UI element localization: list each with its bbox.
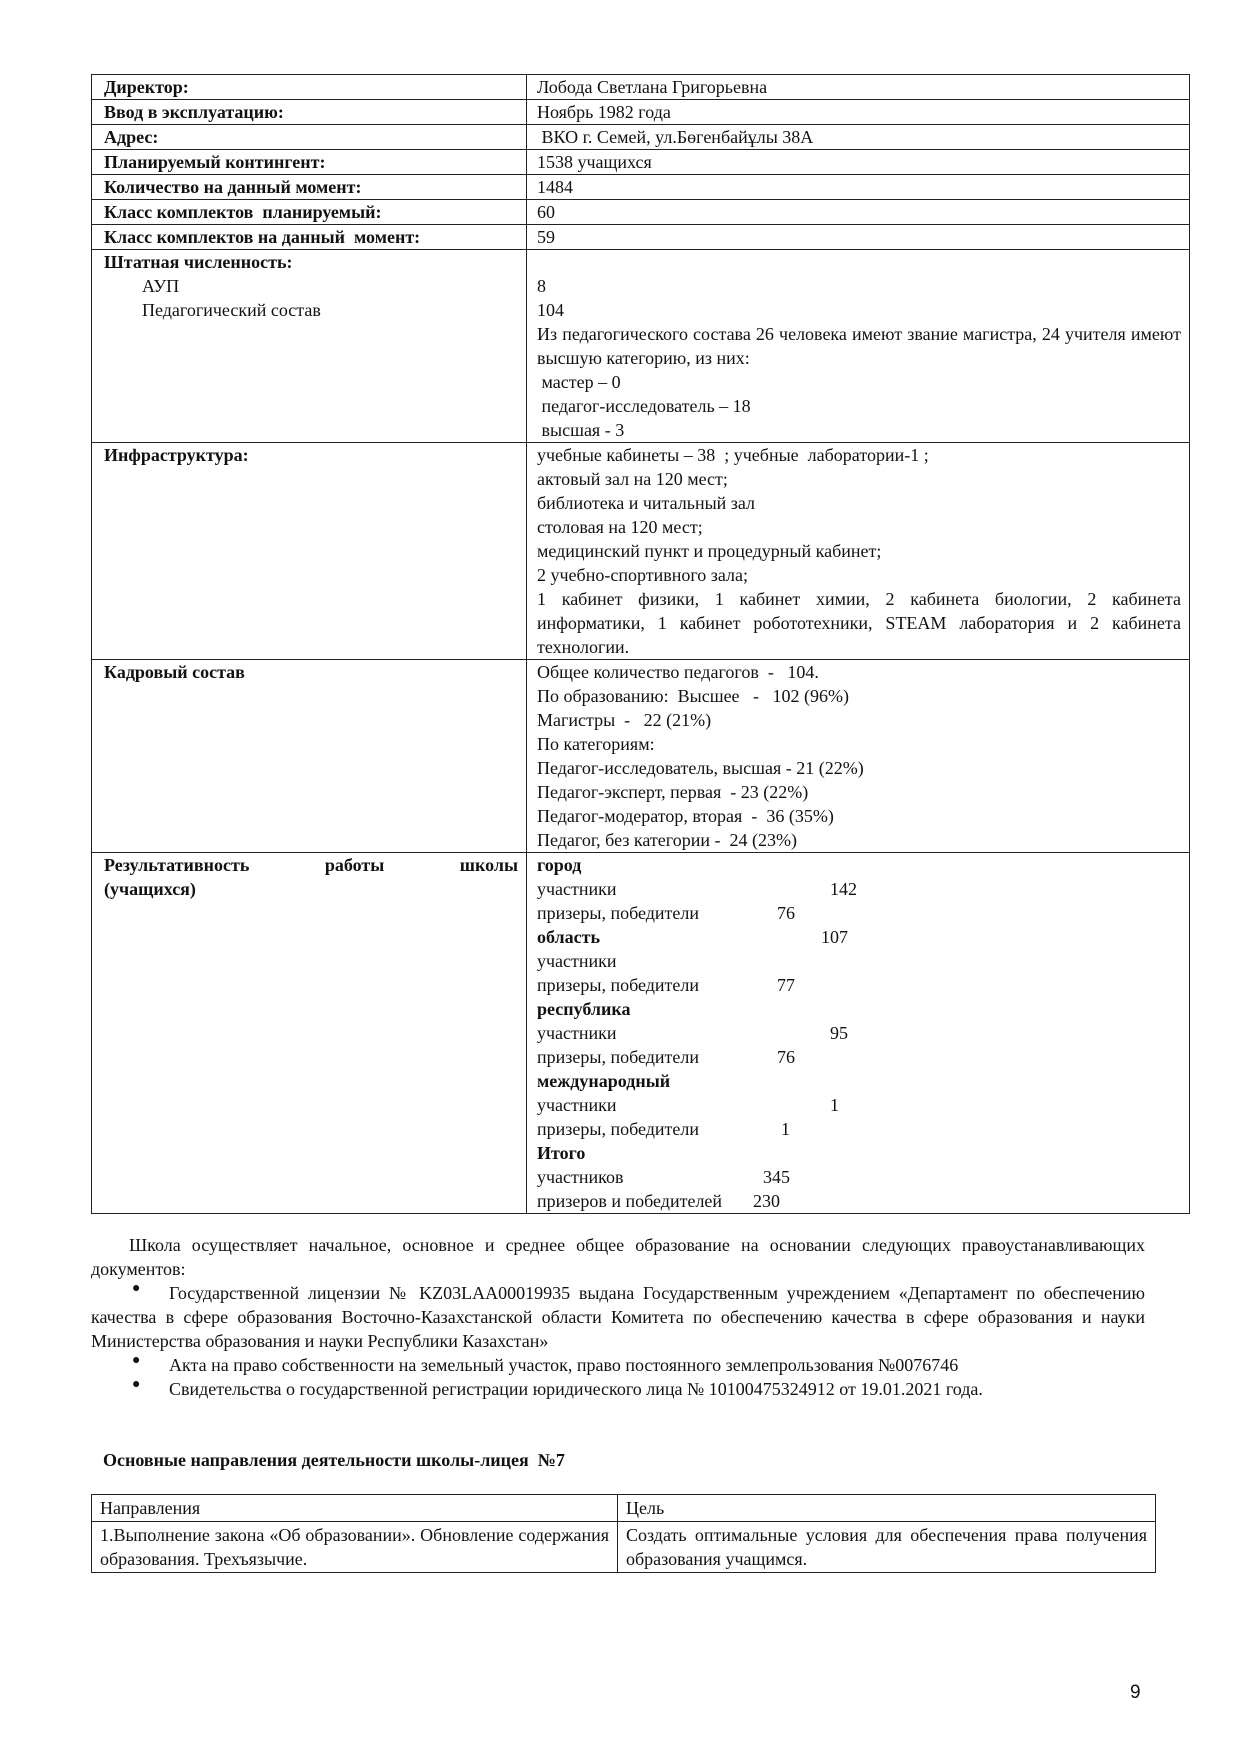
results-number: 1 <box>830 1095 839 1115</box>
info-row-personnel <box>92 660 1190 853</box>
staff-master: мастер – 0 <box>537 372 621 392</box>
results-value-cell <box>527 853 1190 1214</box>
personnel-label: Кадровый состав <box>92 660 527 853</box>
info-row-current-classes <box>92 225 1190 250</box>
school-info-table <box>91 74 1190 1214</box>
staff-researcher: педагог-исследователь – 18 <box>537 396 751 416</box>
results-label-word: школы <box>459 855 518 875</box>
staff-label-cell <box>92 250 527 443</box>
infrastructure-label: Инфраструктура: <box>92 443 527 660</box>
info-value: ВКО г. Семей, ул.Бөгенбайұлы 38А <box>527 125 1190 150</box>
staff-description: Из педагогического состава 26 человека имеют звание магистра, 24 учителя имеют высшую категорию, из них: <box>537 324 1181 368</box>
results-label-word: работы <box>324 855 385 875</box>
page-number: 9 <box>1130 1682 1141 1703</box>
directions-cell: Создать оптимальные условия для обеспечения права получения образования учащимся. <box>618 1522 1156 1573</box>
results-number: 230 <box>753 1191 780 1211</box>
info-value: 1484 <box>527 175 1190 200</box>
results-label: участники <box>537 1095 617 1115</box>
infrastructure-line: медицинский пункт и процедурный кабинет; <box>537 541 882 561</box>
info-label: Ввод в эксплуатацию: <box>92 100 527 125</box>
results-label: участники <box>537 879 617 899</box>
results-city: город <box>537 855 582 875</box>
results-number: 1 <box>781 1119 790 1139</box>
infrastructure-line: библиотека и читальный зал <box>537 493 756 513</box>
info-row-staff <box>92 250 1190 443</box>
directions-cell: 1.Выполнение закона «Об образовании». Обновление содержания образования. Трехъязычие. <box>92 1522 618 1573</box>
info-row-planned-contingent <box>92 150 1190 175</box>
results-number: 76 <box>777 1047 795 1067</box>
bullet-paragraph-license: Государственной лицензии № KZ03LAA00019935 выдана Государственным учреждением «Департамент по обеспечению качества в сфере образования Восточно-Казахстанской области Комитета по обеспечению качества в сфере образования и науки Министерства образования и науки Республики Казахстан» <box>91 1283 1145 1351</box>
infrastructure-line: актовый зал на 120 мест; <box>537 469 728 489</box>
bullet-icon: ● <box>132 1281 141 1296</box>
personnel-line: Педагог-эксперт, первая - 23 (22%) <box>537 782 809 802</box>
personnel-line: Педагог-модератор, вторая - 36 (35%) <box>537 806 834 826</box>
info-value: 1538 учащихся <box>527 150 1190 175</box>
info-label: Адрес: <box>92 125 527 150</box>
results-label: призеры, победители <box>537 1119 700 1139</box>
personnel-line: По образованию: Высшее - 102 (96%) <box>537 686 850 706</box>
staff-spacer <box>537 250 1181 274</box>
results-label: призеры, победители <box>537 903 700 923</box>
info-label: Директор: <box>92 75 527 100</box>
bullet-icon: ● <box>132 1353 141 1368</box>
infrastructure-cabinets: 1 кабинет физики, 1 кабинет химии, 2 кабинета биологии, 2 кабинета информатики, 1 кабинет робототехники, STEAM лаборатория и 2 кабинета технологии. <box>537 589 1181 657</box>
info-row-results <box>92 853 1190 1214</box>
results-label: участников <box>537 1167 624 1187</box>
info-row-commissioning <box>92 100 1190 125</box>
personnel-line: По категориям: <box>537 734 655 754</box>
personnel-value-cell <box>527 660 1190 853</box>
directions-col-header: Направления <box>92 1495 618 1522</box>
staff-ped-value: 104 <box>537 300 564 320</box>
info-label: Планируемый контингент: <box>92 150 527 175</box>
results-label-line2: (учащихся) <box>104 879 196 899</box>
intro-paragraph: Школа осуществляет начальное, основное и среднее общее образование на основании следующих правоустанавливающих документов: <box>91 1235 1145 1279</box>
info-value: Лобода Светлана Григорьевна <box>527 75 1190 100</box>
directions-header-row <box>92 1495 1156 1522</box>
personnel-line: Педагог-исследователь, высшая - 21 (22%) <box>537 758 864 778</box>
results-number: 76 <box>777 903 795 923</box>
results-label: участники <box>537 951 617 971</box>
results-number: 95 <box>830 1023 848 1043</box>
staff-value-cell <box>527 250 1190 443</box>
personnel-line: Педагог, без категории - 24 (23%) <box>537 830 797 850</box>
infrastructure-value-cell <box>527 443 1190 660</box>
staff-aup-value: 8 <box>537 276 546 296</box>
results-number: 107 <box>821 927 848 947</box>
results-republic: республика <box>537 999 631 1019</box>
results-label: призеры, победители <box>537 975 700 995</box>
directions-row <box>92 1522 1156 1573</box>
info-row-current-count <box>92 175 1190 200</box>
staff-ped-label: Педагогический состав <box>142 300 321 320</box>
results-number: 345 <box>763 1167 790 1187</box>
personnel-line: Общее количество педагогов - 104. <box>537 662 819 682</box>
bullet-paragraph-land-act: Акта на право собственности на земельный участок, право постоянного землепрользования №0076746 <box>169 1355 959 1375</box>
results-total: Итого <box>537 1143 586 1163</box>
results-label: призеры, победители <box>537 1047 700 1067</box>
bullet-icon: ● <box>132 1377 141 1392</box>
bullet-paragraph-registration: Свидетельства о государственной регистрации юридического лица № 10100475324912 от 19.01.2021 года. <box>169 1379 983 1399</box>
info-row-address <box>92 125 1190 150</box>
infrastructure-line: 2 учебно-спортивного зала; <box>537 565 749 585</box>
infrastructure-line: учебные кабинеты – 38 ; учебные лаборатории-1 ; <box>537 445 929 465</box>
results-number: 142 <box>830 879 857 899</box>
results-label: призеров и победителей <box>537 1191 723 1211</box>
directions-heading: Основные направления деятельности школы-лицея №7 <box>103 1450 565 1470</box>
directions-col-header: Цель <box>618 1495 1156 1522</box>
staff-highest: высшая - 3 <box>537 420 625 440</box>
results-label-line1 <box>104 853 518 877</box>
staff-label: Штатная численность: <box>104 252 293 272</box>
personnel-line: Магистры - 22 (21%) <box>537 710 712 730</box>
info-row-planned-classes <box>92 200 1190 225</box>
info-label: Класс комплектов планируемый: <box>92 200 527 225</box>
results-region: область <box>537 927 600 947</box>
staff-aup-label: АУП <box>142 276 180 296</box>
results-international: международный <box>537 1071 671 1091</box>
results-label: участники <box>537 1023 617 1043</box>
directions-table <box>91 1494 1156 1573</box>
results-label-cell <box>92 853 527 1214</box>
info-value: Ноябрь 1982 года <box>527 100 1190 125</box>
info-label: Класс комплектов на данный момент: <box>92 225 527 250</box>
results-number: 77 <box>777 975 795 995</box>
info-row-infrastructure <box>92 443 1190 660</box>
info-value: 60 <box>527 200 1190 225</box>
info-value: 59 <box>527 225 1190 250</box>
results-label-word: Результативность <box>104 855 250 875</box>
infrastructure-line: столовая на 120 мест; <box>537 517 703 537</box>
info-label: Количество на данный момент: <box>92 175 527 200</box>
info-row-director <box>92 75 1190 100</box>
